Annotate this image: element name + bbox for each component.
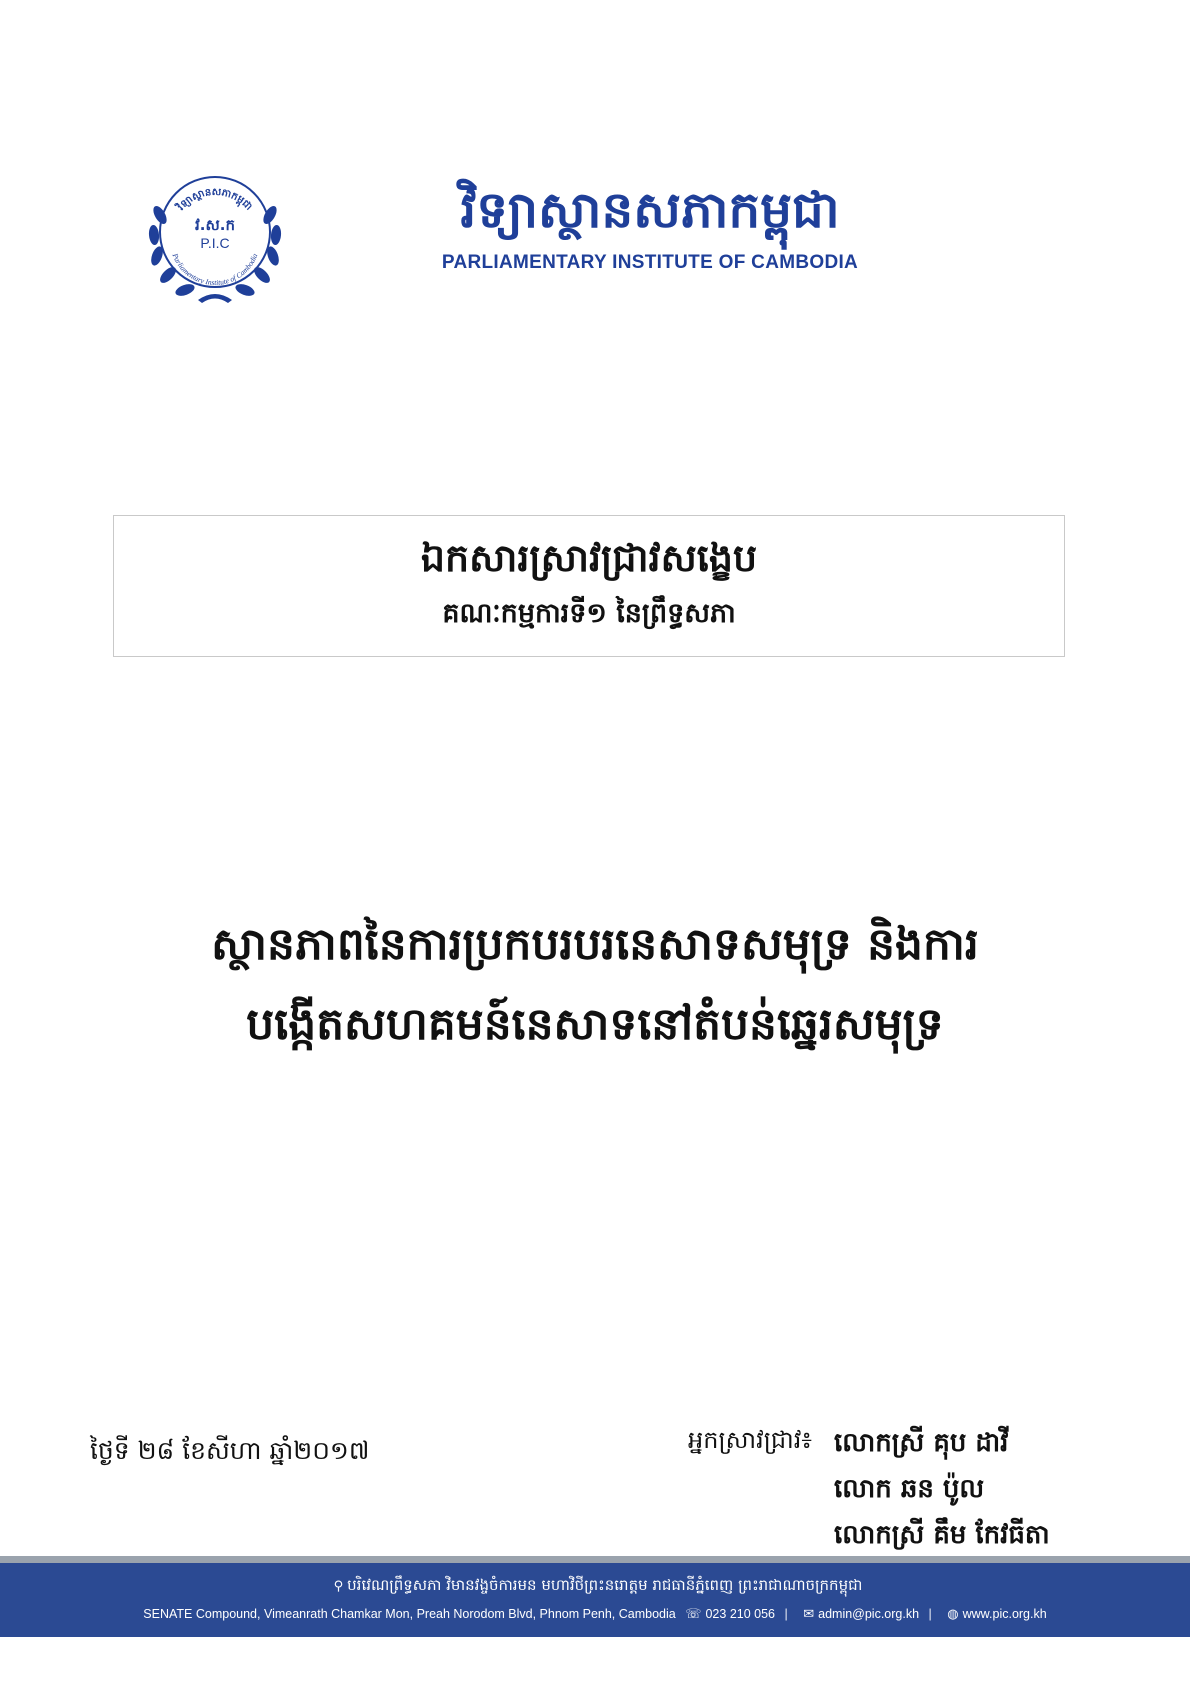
author-name: លោក ឆន ប៉ូល bbox=[834, 1474, 985, 1504]
footer-email[interactable]: admin@pic.org.kh bbox=[818, 1607, 920, 1621]
authors-label: អ្នកស្រាវជ្រាវ៖ bbox=[688, 1426, 812, 1454]
document-type-title: ឯកសារស្រាវជ្រាវសង្ខេប bbox=[420, 536, 758, 580]
footer-contact-row bbox=[0, 1604, 1190, 1624]
main-title-line-1: ស្ថានភាពនៃការប្រកបរបរនេសាទសមុទ្រ និងការ bbox=[211, 919, 979, 970]
main-title-line-2: បង្កើតសហគមន៍នេសាទនៅតំបន់ឆ្នេរសមុទ្រ bbox=[246, 999, 944, 1050]
document-type-box bbox=[113, 515, 1065, 657]
laurel-wreath-icon bbox=[140, 160, 290, 310]
pic-logo bbox=[140, 160, 290, 310]
phone-icon: ☏ bbox=[685, 1606, 702, 1621]
footer-address-kh-row bbox=[0, 1563, 1190, 1598]
author-name: លោកស្រី គឹម កែវធីតា bbox=[834, 1520, 1050, 1550]
authors-list bbox=[834, 1420, 1050, 1558]
footer-phone: 023 210 056 bbox=[705, 1607, 775, 1621]
svg-text:Parliamentary Institute of Cam bbox=[170, 251, 259, 287]
logo-ring-text: វិទ្យាស្ថានសភាកម្ពុជា bbox=[175, 186, 255, 213]
footer-website[interactable]: www.pic.org.kh bbox=[962, 1607, 1047, 1621]
footer-divider bbox=[0, 1556, 1190, 1563]
page-footer bbox=[0, 1563, 1190, 1637]
document-date: ថ្ងៃទី ២៨ ខែសីហា ឆ្នាំ២០១៧ bbox=[90, 1436, 370, 1465]
logo-ring-text-en: Parliamentary Institute of Cambodia bbox=[170, 252, 260, 288]
footer-separator: | bbox=[928, 1607, 932, 1621]
document-type-subtitle: គណៈកម្មការទី១ នៃព្រឹទ្ធសភា bbox=[442, 598, 736, 629]
footer-address-kh: បរិវេណព្រឹទ្ធសភា វិមានវង្ចចំការមន មហាវិថីព្រះនរោត្តម រាជធានីភ្នំពេញ ព្រះរាជាណាចក្រកម្ពុជា bbox=[347, 1576, 863, 1594]
footer-address-en: SENATE Compound, Vimeanrath Chamkar Mon, Preah Norodom Blvd, Phnom Penh, Cambodia bbox=[143, 1607, 676, 1621]
author-name: លោកស្រី គុប ដាវី bbox=[834, 1428, 1009, 1458]
location-pin-icon: ⚲ bbox=[333, 1579, 344, 1594]
envelope-icon: ✉ bbox=[803, 1606, 815, 1621]
logo-abbr-kh: វ.ស.ក bbox=[195, 216, 235, 234]
footer-separator: | bbox=[784, 1607, 788, 1621]
logo-abbr-en: P.I.C bbox=[200, 235, 230, 251]
svg-text:វិទ្យាស្ថានសភាកម្ពុជា bbox=[173, 187, 254, 214]
institute-name-en: PARLIAMENTARY INSTITUTE OF CAMBODIA bbox=[441, 252, 859, 273]
globe-icon: ◍ bbox=[947, 1606, 959, 1621]
institute-name bbox=[415, 170, 885, 274]
institute-name-kh: វិទ្យាស្ថានសភាកម្ពុជា bbox=[460, 181, 840, 239]
document-header bbox=[140, 160, 890, 320]
main-title bbox=[95, 905, 1095, 1065]
